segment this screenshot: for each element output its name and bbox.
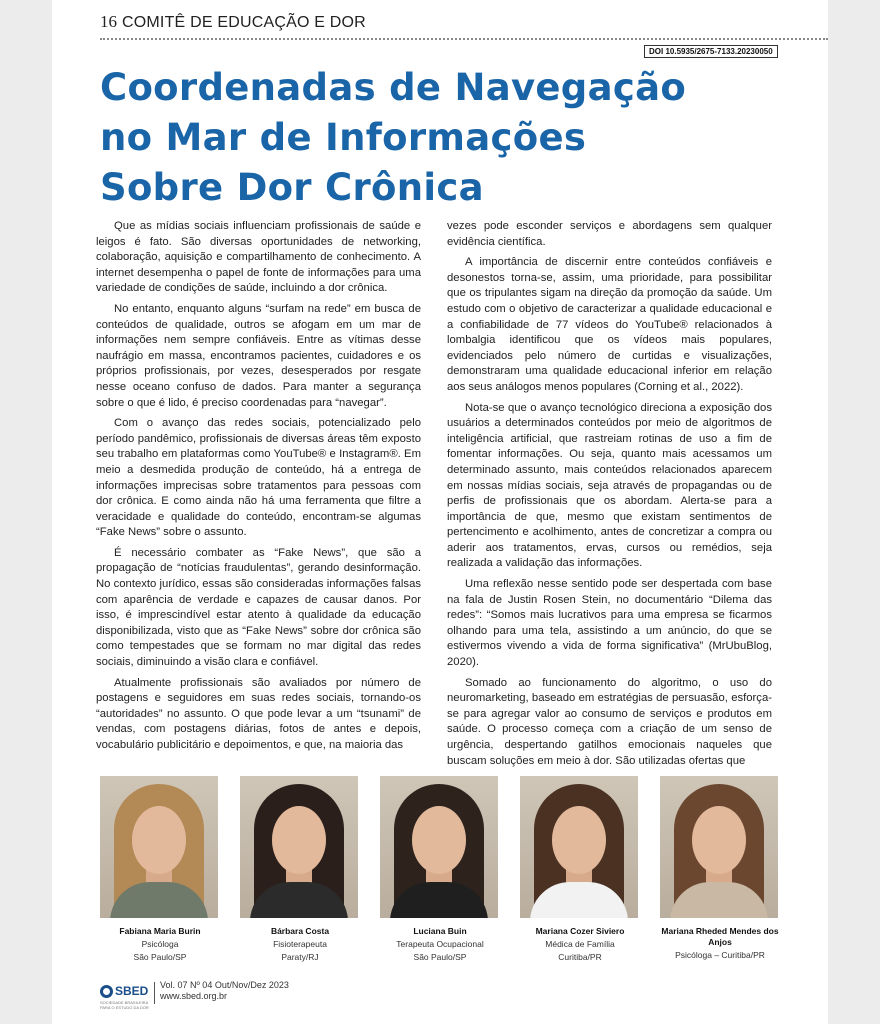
paragraph: É necessário combater as “Fake News”, que são a propagação de “notícias fraudulentas”, gerando desinformação. No contexto jurídico, essas são consideradas informações falsas com aparência de verdade e capazes de causar danos. Por isso, é imprescindível estar atento à qualidade da educação disponibilizada, visto que as “Fake News” sobre dor crônica são como tempestades que se formam no mar digital das redes sociais, diminuindo a visão clara e confiável. <box>96 546 421 669</box>
author-photo <box>660 776 778 918</box>
author-role: Psicóloga <box>141 939 179 949</box>
author-photo <box>100 776 218 918</box>
author-location: São Paulo/SP <box>133 952 187 962</box>
paragraph: vezes pode esconder serviços e abordagens sem qualquer evidência científica. <box>447 220 772 248</box>
paragraph: Uma reflexão nesse sentido pode ser despertada com base na fala de Justin Rosen Stein, no documentário “Dilema das redes”: “Somos mais lucrativos para uma empresa se ficarmos olhando para uma tela, assistindo a um anúncio, do que se estivermos vivendo a vida de forma significativa” (MrUbuBlog, 2020). <box>447 578 772 669</box>
section-title: COMITÊ DE EDUCAÇÃO E DOR <box>122 14 366 31</box>
sbed-logo: SBED <box>100 980 150 1002</box>
author-role: Terapeuta Ocupacional <box>396 939 484 949</box>
author-name: Fabiana Maria Burin <box>119 926 201 936</box>
title-line: no Mar de Informações <box>100 116 587 159</box>
paragraph: No entanto, enquanto alguns “surfam na rede” em busca de conteúdos de qualidade, outros se afogam em um mar de informações nem sempre confiáveis. Entre as vítimas desse naufrágio em massa, encontramos pacientes, cuidadores e os próprios profissionais, por vezes, desesperados por resgate nesse oceano confuso de dados. Para manter a segurança sobre o que é lido, é preciso coordenadas para “navegar”. <box>96 302 421 409</box>
author-name: Bárbara Costa <box>270 926 330 936</box>
footer-divider <box>154 982 155 1004</box>
author-location: São Paulo/SP <box>413 952 467 962</box>
header-divider <box>100 38 828 40</box>
footer-issue-info <box>160 980 289 1002</box>
article-column-left <box>96 219 421 759</box>
paragraph: Somado ao funcionamento do algoritmo, o uso do neuromarketing, baseado em estratégias de persuasão, esforça-se para agregar valor ao consumo de serviços e produtos em saúde. O processo começa com a criação de um senso de urgência, despertando gatilhos emocionais naqueles que buscam soluções em meio à dor. São utilizadas ofertas que <box>447 676 772 767</box>
title-line: Sobre Dor Crônica <box>100 166 484 209</box>
page-number: 16 <box>100 12 117 31</box>
author-role: Fisioterapeuta <box>273 939 327 949</box>
paragraph: Nota-se que o avanço tecnológico direciona a exposição dos usuários a determinados conteúdos por meio de algoritmos de inteligência artificial, que rastreiam rotinas de uso a fim de fomentar informações. Ou seja, quanto mais acessamos um determinado assunto, mais conteúdos relacionados aparecem em nossas mídias sociais, seja através de propagandas ou de perfis de profissionais que os abordam. Alerta-se para a importância de que, mesmo que existam sentimentos de pertencimento e acolhimento, antes de concretizar a compra ou aderir aos tratamentos, ervas, cursos ou remédios, seja realizada a validação das informações. <box>447 401 772 570</box>
author-role: Psicóloga – Curitiba/PR <box>675 950 765 960</box>
paragraph: Atualmente profissionais são avaliados por número de postagens e seguidores em suas redes sociais, tornando-os “autoridades” no assunto. O que pode levar a um “tsunami” de vendas, com postagens diárias, fotos de antes e depois, vocabulário publicitário e depoimentos, e que, na maioria das <box>96 676 421 751</box>
paragraph: A importância de discernir entre conteúdos confiáveis e desonestos torna-se, assim, uma prioridade, para possibilitar que os tripulantes sigam na direção da promoção da saúde. Um estudo com o objetivo de caracterizar a qualidade educacional e a confiabilidade de 77 vídeos do YouTube® relacionados à lombalgia identificou que os vídeos mais populares, evidenciados pelo número de curtidas e visualizações, demonstraram uma qualidade educacional inferior em relação aos seus análogos menos populares (Corning et al., 2022). <box>447 256 772 393</box>
author-card <box>520 776 640 963</box>
authors-section <box>100 776 828 976</box>
author-photo <box>520 776 638 918</box>
article-title <box>100 63 780 213</box>
magazine-page <box>52 0 828 1024</box>
author-name: Luciana Buin <box>413 926 467 936</box>
author-name: Mariana Cozer Siviero <box>535 926 625 936</box>
title-line: Coordenadas de Navegação <box>100 66 687 109</box>
author-photo <box>380 776 498 918</box>
author-location: Curitiba/PR <box>558 952 602 962</box>
logo-circle-icon <box>100 985 113 998</box>
page-header <box>100 8 825 38</box>
page-footer <box>100 980 828 1010</box>
doi-label: DOI 10.5935/2675-7133.20230050 <box>644 45 778 58</box>
author-name: Mariana Rheded Mendes dos Anjos <box>661 926 779 947</box>
author-card <box>380 776 500 963</box>
author-card <box>660 776 780 961</box>
author-photo <box>240 776 358 918</box>
author-location: Paraty/RJ <box>281 952 319 962</box>
issue-label: Vol. 07 Nº 04 Out/Nov/Dez 2023 <box>160 980 289 990</box>
author-card <box>240 776 360 963</box>
site-link[interactable]: www.sbed.org.br <box>160 991 228 1001</box>
paragraph: Que as mídias sociais influenciam profissionais de saúde e leigos é fato. São diversas oportunidades de networking, colaboração, aquisição e compartilhamento de conhecimento. A internet desempenha o papel de fonte de informações para uma variedade de condições de saúde, incluindo a dor crônica. <box>96 220 421 295</box>
article-column-right <box>447 219 772 774</box>
paragraph: Com o avanço das redes sociais, potencializado pelo período pandêmico, profissionais de diversas áreas têm exposto seu trabalho em plataformas como YouTube® e Instagram®. Em meio a desmedida produção de conteúdo, há a entrega de informações imprecisas sobre tratamentos para pessoas com dor crônica. E como ainda não há uma ferramenta que filtre a veracidade e qualidade do conteúdo, encontram-se algumas “Fake News” sobre o assunto. <box>96 417 421 539</box>
logo-subtitle: SOCIEDADE BRASILEIRA PARA O ESTUDO DA DOR <box>100 1000 149 1010</box>
author-card <box>100 776 220 963</box>
author-role: Médica de Família <box>545 939 615 949</box>
